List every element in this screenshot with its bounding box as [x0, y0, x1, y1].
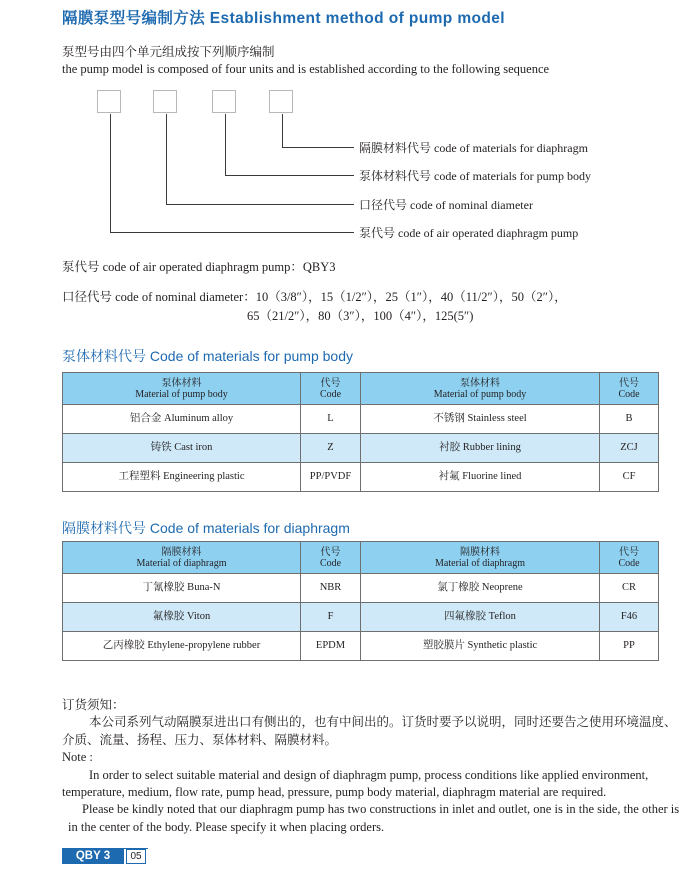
unit-box-4: [269, 90, 293, 113]
header-material-cn: 隔膜材料: [161, 546, 202, 558]
body-materials-table: [62, 372, 659, 492]
material-cell: 铝合金 Aluminum alloy: [63, 405, 301, 434]
code-cell: L: [301, 405, 361, 434]
material-cell: 丁氰橡胶 Buna-N: [63, 574, 301, 603]
material-cell: 塑胶膜片 Synthetic plastic: [361, 632, 600, 661]
table-row: [63, 603, 659, 632]
material-cell: 衬胶 Rubber lining: [361, 434, 600, 463]
unit-box-1: [97, 90, 121, 113]
material-cell: 铸铁 Cast iron: [63, 434, 301, 463]
intro-en: the pump model is composed of four units and is established according to the following sequence: [62, 62, 550, 76]
header-code-cn: 代号: [619, 546, 639, 558]
table-row: [63, 463, 659, 492]
unit-box-3: [212, 90, 236, 113]
table-header-row: [63, 373, 659, 405]
notes-en-line-4: in the center of the body. Please specify it when placing orders.: [68, 819, 385, 834]
notes-cn-title: 订货须知：: [62, 698, 125, 712]
material-cell: 氯丁橡胶 Neoprene: [361, 574, 600, 603]
header-material-en: Material of pump body: [135, 388, 228, 400]
code-cell: F: [301, 603, 361, 632]
code-cell: CR: [600, 574, 659, 603]
table-row: [63, 405, 659, 434]
ordering-notes: [62, 697, 680, 836]
diameter-line-1: 口径代号 code of nominal diameter：10（3/8″），15（1/2″），25（1″），40（11/2″），50（2″），: [62, 290, 567, 304]
material-cell: 工程塑料 Engineering plastic: [63, 463, 301, 492]
notes-en-line-2: temperature, medium, flow rate, pump head, pressure, pump body material, diaphragm material are required.: [62, 785, 607, 800]
table-row: [63, 632, 659, 661]
footer-series-badge: QBY 3: [62, 849, 124, 864]
material-cell: 氟橡胶 Viton: [63, 603, 301, 632]
page-number: 05: [126, 849, 146, 864]
header-code-en: Code: [319, 388, 342, 400]
code-cell: Z: [301, 434, 361, 463]
header-code-cn: 代号: [320, 546, 341, 558]
notes-cn-line-2: 介质、流量、扬程、压力、泵体材料、隔膜材料。: [62, 732, 338, 747]
header-material-cn: 隔膜材料: [460, 546, 500, 558]
code-cell: ZCJ: [600, 434, 659, 463]
header-code-cn: 代号: [619, 377, 639, 389]
pump-code-line: 泵代号 code of air operated diaphragm pump：QBY3: [62, 260, 336, 274]
code-cell: F46: [600, 603, 659, 632]
intro-cn: 泵型号由四个单元组成按下列顺序编制: [62, 45, 275, 59]
code-cell: B: [600, 405, 659, 434]
header-code-en: Code: [618, 557, 640, 569]
notes-en-title: Note :: [62, 750, 93, 765]
table-row: [63, 434, 659, 463]
legend-pump-code: 泵代号 code of air operated diaphragm pump: [359, 226, 579, 240]
page-title: 隔膜泵型号编制方法 Establishment method of pump model: [62, 10, 506, 27]
table-header-row: [63, 542, 659, 574]
diameter-line-2: 65（21/2″），80（3″），100（4″），125(5″): [247, 309, 474, 323]
header-material-en: Material of pump body: [433, 388, 527, 400]
legend-diaphragm: 隔膜材料代号 code of materials for diaphragm: [359, 141, 588, 155]
material-cell: 乙丙橡胶 Ethylene-propylene rubber: [63, 632, 301, 661]
material-cell: 不锈钢 Stainless steel: [361, 405, 600, 434]
header-material-en: Material of diaphragm: [435, 557, 525, 569]
material-cell: 四氟橡胶 Teflon: [361, 603, 600, 632]
unit-box-2: [153, 90, 177, 113]
header-material-en: Material of diaphragm: [136, 557, 227, 569]
header-material-cn: 泵体材料: [161, 377, 202, 389]
diaphragm-materials-table: [62, 541, 659, 661]
notes-en-line-3: Please be kindly noted that our diaphragm pump has two constructions in inlet and outlet, one is in the side, the other is: [82, 802, 680, 817]
legend-pump-body: 泵体材料代号 code of materials for pump body: [359, 169, 591, 183]
code-cell: PP: [600, 632, 659, 661]
table-row: [63, 574, 659, 603]
header-code-en: Code: [618, 388, 640, 400]
header-material-cn: 泵体材料: [460, 377, 500, 389]
code-cell: PP/PVDF: [301, 463, 361, 492]
code-cell: CF: [600, 463, 659, 492]
legend-diameter: 口径代号 code of nominal diameter: [359, 198, 533, 212]
code-cell: EPDM: [301, 632, 361, 661]
notes-cn-line-1: 本公司系列气动隔膜泵进出口有侧出的，也有中间出的。订货时要予以说明，同时还要告之使用环境温度、: [89, 715, 677, 730]
header-code-cn: 代号: [320, 377, 341, 389]
diaphragm-section-title: 隔膜材料代号 Code of materials for diaphragm: [62, 520, 350, 536]
material-cell: 衬氟 Fluorine lined: [361, 463, 600, 492]
code-cell: NBR: [301, 574, 361, 603]
body-section-title: 泵体材料代号 Code of materials for pump body: [62, 348, 353, 364]
header-code-en: Code: [319, 557, 342, 569]
notes-en-line-1: In order to select suitable material and design of diaphragm pump, process conditions like applied environment,: [89, 767, 649, 782]
